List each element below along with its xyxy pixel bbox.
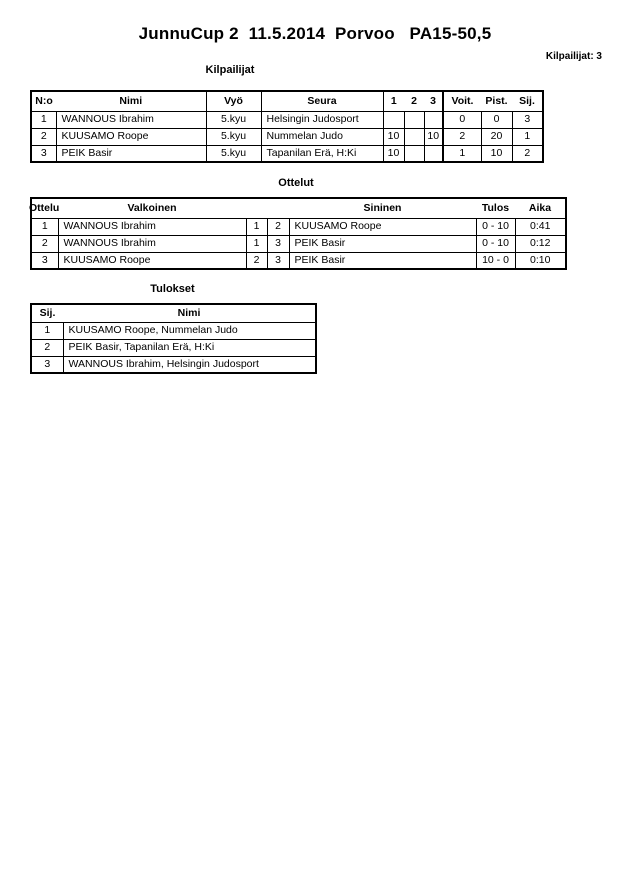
table-header-row: [31, 198, 566, 218]
ottelut-table: [30, 197, 567, 270]
cell-time: 0:12: [515, 235, 566, 252]
col-header-valkoinen: Valkoinen: [58, 198, 246, 218]
cell-no: 1: [31, 111, 56, 128]
table-row: [31, 218, 566, 235]
cell-time: 0:10: [515, 252, 566, 269]
cell-voit: 2: [443, 128, 481, 145]
cell-score-3: 10: [424, 128, 443, 145]
cell-rank: 3: [31, 356, 63, 373]
table-row: [31, 339, 316, 356]
col-header-seura: Seura: [261, 91, 383, 111]
cell-nimi: KUUSAMO Roope: [56, 128, 206, 145]
col-header-blue-no: [267, 198, 289, 218]
cell-score-2: [404, 111, 424, 128]
cell-blue-no: 3: [267, 235, 289, 252]
col-header-tulos: Tulos: [476, 198, 515, 218]
page-title: JunnuCup 2 11.5.2014 Porvoo PA15-50,5: [138, 24, 492, 43]
cell-name-club: PEIK Basir, Tapanilan Erä, H:Ki: [63, 339, 316, 356]
table-header-row: [31, 304, 316, 322]
cell-score-3: [424, 111, 443, 128]
cell-time: 0:41: [515, 218, 566, 235]
cell-sij: 1: [512, 128, 543, 145]
cell-result: 0 - 10: [476, 235, 515, 252]
table-row: [31, 145, 543, 162]
col-header-2: 2: [404, 91, 424, 111]
cell-voit: 0: [443, 111, 481, 128]
cell-score-1: 10: [383, 128, 404, 145]
cell-result: 0 - 10: [476, 218, 515, 235]
col-header-nimi: Nimi: [63, 304, 316, 322]
cell-name-club: WANNOUS Ibrahim, Helsingin Judosport: [63, 356, 316, 373]
section-title-ottelut: Ottelut: [278, 177, 314, 189]
cell-score-1: 10: [383, 145, 404, 162]
cell-white-no: 2: [246, 252, 267, 269]
section-title-tulokset: Tulokset: [150, 283, 195, 295]
cell-no: 3: [31, 145, 56, 162]
cell-nimi: PEIK Basir: [56, 145, 206, 162]
cell-blue-name: PEIK Basir: [289, 252, 476, 269]
cell-score-2: [404, 128, 424, 145]
cell-white-name: KUUSAMO Roope: [58, 252, 246, 269]
cell-sij: 3: [512, 111, 543, 128]
cell-rank: 1: [31, 322, 63, 339]
col-header-1: 1: [383, 91, 404, 111]
cell-blue-no: 2: [267, 218, 289, 235]
cell-blue-no: 3: [267, 252, 289, 269]
col-header-aika: Aika: [515, 198, 566, 218]
cell-vyo: 5.kyu: [206, 145, 261, 162]
cell-nimi: WANNOUS Ibrahim: [56, 111, 206, 128]
table-row: [31, 252, 566, 269]
cell-result: 10 - 0: [476, 252, 515, 269]
cell-white-no: 1: [246, 218, 267, 235]
tulokset-table: [30, 303, 317, 374]
cell-pist: 10: [481, 145, 512, 162]
col-header-white-no: [246, 198, 267, 218]
cell-seura: Nummelan Judo: [261, 128, 383, 145]
table-row: [31, 322, 316, 339]
col-header-sininen: Sininen: [289, 198, 476, 218]
cell-seura: Helsingin Judosport: [261, 111, 383, 128]
cell-match-no: 3: [31, 252, 58, 269]
cell-vyo: 5.kyu: [206, 128, 261, 145]
table-header-row: [31, 91, 543, 111]
cell-score-1: [383, 111, 404, 128]
cell-seura: Tapanilan Erä, H:Ki: [261, 145, 383, 162]
col-header-no: N:o: [31, 91, 56, 111]
cell-pist: 20: [481, 128, 512, 145]
cell-white-name: WANNOUS Ibrahim: [58, 235, 246, 252]
cell-sij: 2: [512, 145, 543, 162]
kilpailijat-table: [30, 90, 544, 163]
table-row: [31, 356, 316, 373]
col-header-sij: Sij.: [31, 304, 63, 322]
cell-white-name: WANNOUS Ibrahim: [58, 218, 246, 235]
cell-score-3: [424, 145, 443, 162]
cell-voit: 1: [443, 145, 481, 162]
cell-score-2: [404, 145, 424, 162]
cell-blue-name: KUUSAMO Roope: [289, 218, 476, 235]
cell-no: 2: [31, 128, 56, 145]
col-header-ottelu-label: Ottelu: [29, 202, 60, 214]
cell-match-no: 2: [31, 235, 58, 252]
col-header-voit: Voit.: [443, 91, 481, 111]
cell-white-no: 1: [246, 235, 267, 252]
col-header-nimi: Nimi: [56, 91, 206, 111]
cell-pist: 0: [481, 111, 512, 128]
col-header-3: 3: [424, 91, 443, 111]
competitors-count-label: Kilpailijat: 3: [545, 51, 602, 62]
table-row: [31, 128, 543, 145]
col-header-vyo: Vyö: [206, 91, 261, 111]
table-row: [31, 235, 566, 252]
cell-blue-name: PEIK Basir: [289, 235, 476, 252]
col-header-sij: Sij.: [512, 91, 543, 111]
col-header-ottelu: [31, 198, 58, 218]
cell-match-no: 1: [31, 218, 58, 235]
cell-vyo: 5.kyu: [206, 111, 261, 128]
section-title-kilpailijat: Kilpailijat: [205, 64, 255, 76]
table-row: [31, 111, 543, 128]
col-header-pist: Pist.: [481, 91, 512, 111]
cell-name-club: KUUSAMO Roope, Nummelan Judo: [63, 322, 316, 339]
cell-rank: 2: [31, 339, 63, 356]
